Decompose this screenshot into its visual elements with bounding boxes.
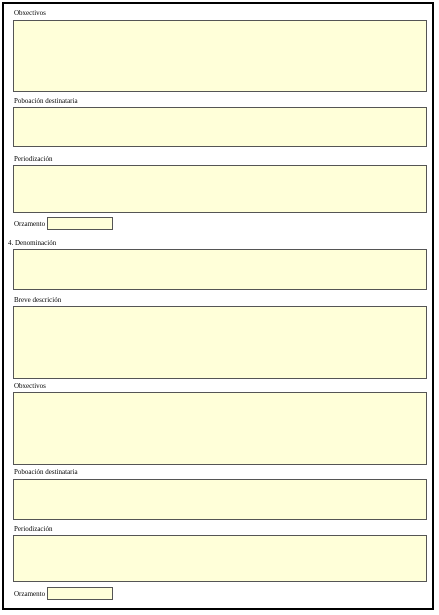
objectives-field-2[interactable] (13, 392, 427, 465)
objectives-label: Obxectivos (14, 9, 46, 17)
denomination-field[interactable] (13, 249, 427, 290)
periodization-field[interactable] (13, 165, 427, 213)
periodization-field-2[interactable] (13, 535, 427, 582)
periodization-label: Periodización (14, 155, 53, 163)
denomination-label: 4. Denominación (8, 239, 57, 247)
target-population-label: Poboación destinataria (14, 97, 78, 105)
brief-description-label: Breve descrición (14, 296, 62, 304)
budget-label-2: Orzamento (14, 590, 46, 598)
budget-label: Orzamento (14, 220, 46, 228)
target-population-field[interactable] (13, 107, 427, 147)
target-population-label-2: Poboación destinataria (14, 468, 78, 476)
objectives-label-2: Obxectivos (14, 382, 46, 390)
objectives-field[interactable] (13, 20, 427, 92)
target-population-field-2[interactable] (13, 479, 427, 520)
brief-description-field[interactable] (13, 306, 427, 379)
periodization-label-2: Periodización (14, 525, 53, 533)
budget-field-2[interactable] (47, 587, 113, 600)
budget-field[interactable] (47, 217, 113, 230)
